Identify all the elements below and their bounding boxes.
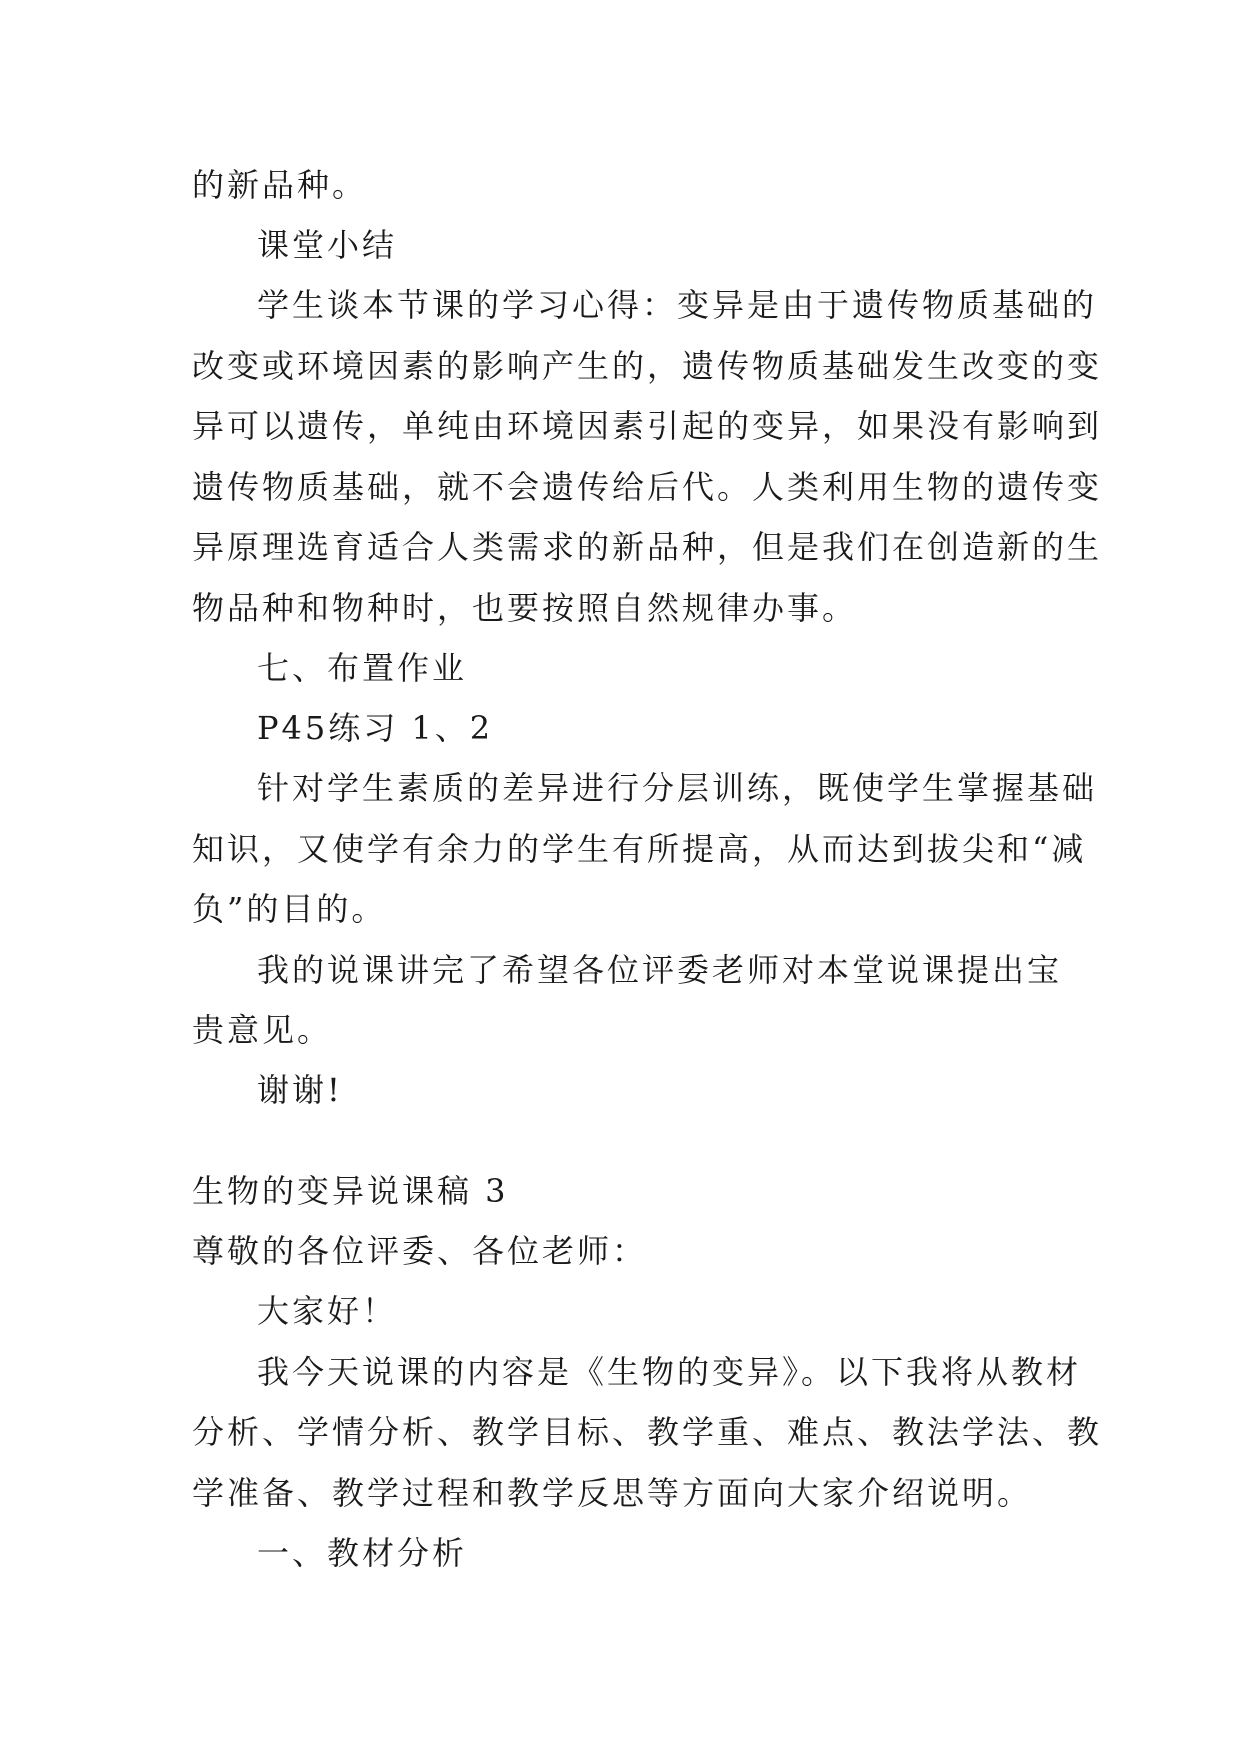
text-line: 分析、学情分析、教学目标、教学重、难点、教法学法、教 [192,1413,1103,1451]
text-line: 学准备、教学过程和教学反思等方面向大家介绍说明。 [192,1474,1033,1512]
text-line: 谢谢! [257,1071,343,1109]
text-line: 的新品种。 [192,166,368,204]
section-heading: 七、布置作业 [257,649,468,687]
text-line: 异可以遗传，单纯由环境因素引起的变异，如果没有影响到 [192,407,1103,445]
section-heading: 课堂小结 [257,226,398,264]
salutation: 尊敬的各位评委、各位老师： [192,1232,648,1270]
text-line: 物品种和物种时，也要按照自然规律办事。 [192,589,858,627]
text-line: 负”的目的。 [192,890,387,928]
text-line: 改变或环境因素的影响产生的，遗传物质基础发生改变的变 [192,347,1103,385]
text-line: 我今天说课的内容是《生物的变异》。以下我将从教材 [257,1353,1082,1391]
text-line: 知识，又使学有余力的学生有所提高，从而达到拔尖和“减 [192,830,1087,868]
text-line: 异原理选育适合人类需求的新品种，但是我们在创造新的生 [192,528,1103,566]
document-title: 生物的变异说课稿 3 [192,1172,509,1210]
text-line: 遗传物质基础，就不会遗传给后代。人类利用生物的遗传变 [192,468,1103,506]
text-line: 我的说课讲完了希望各位评委老师对本堂说课提出宝 [257,951,1063,989]
text-line: 针对学生素质的差异进行分层训练，既使学生掌握基础 [257,769,1098,807]
text-line: P45练习 1、2 [257,709,494,747]
text-line: 学生谈本节课的学习心得：变异是由于遗传物质基础的 [257,286,1098,324]
greeting: 大家好！ [257,1292,398,1330]
text-line: 贵意见。 [192,1011,333,1049]
section-heading: 一、教材分析 [257,1534,468,1572]
